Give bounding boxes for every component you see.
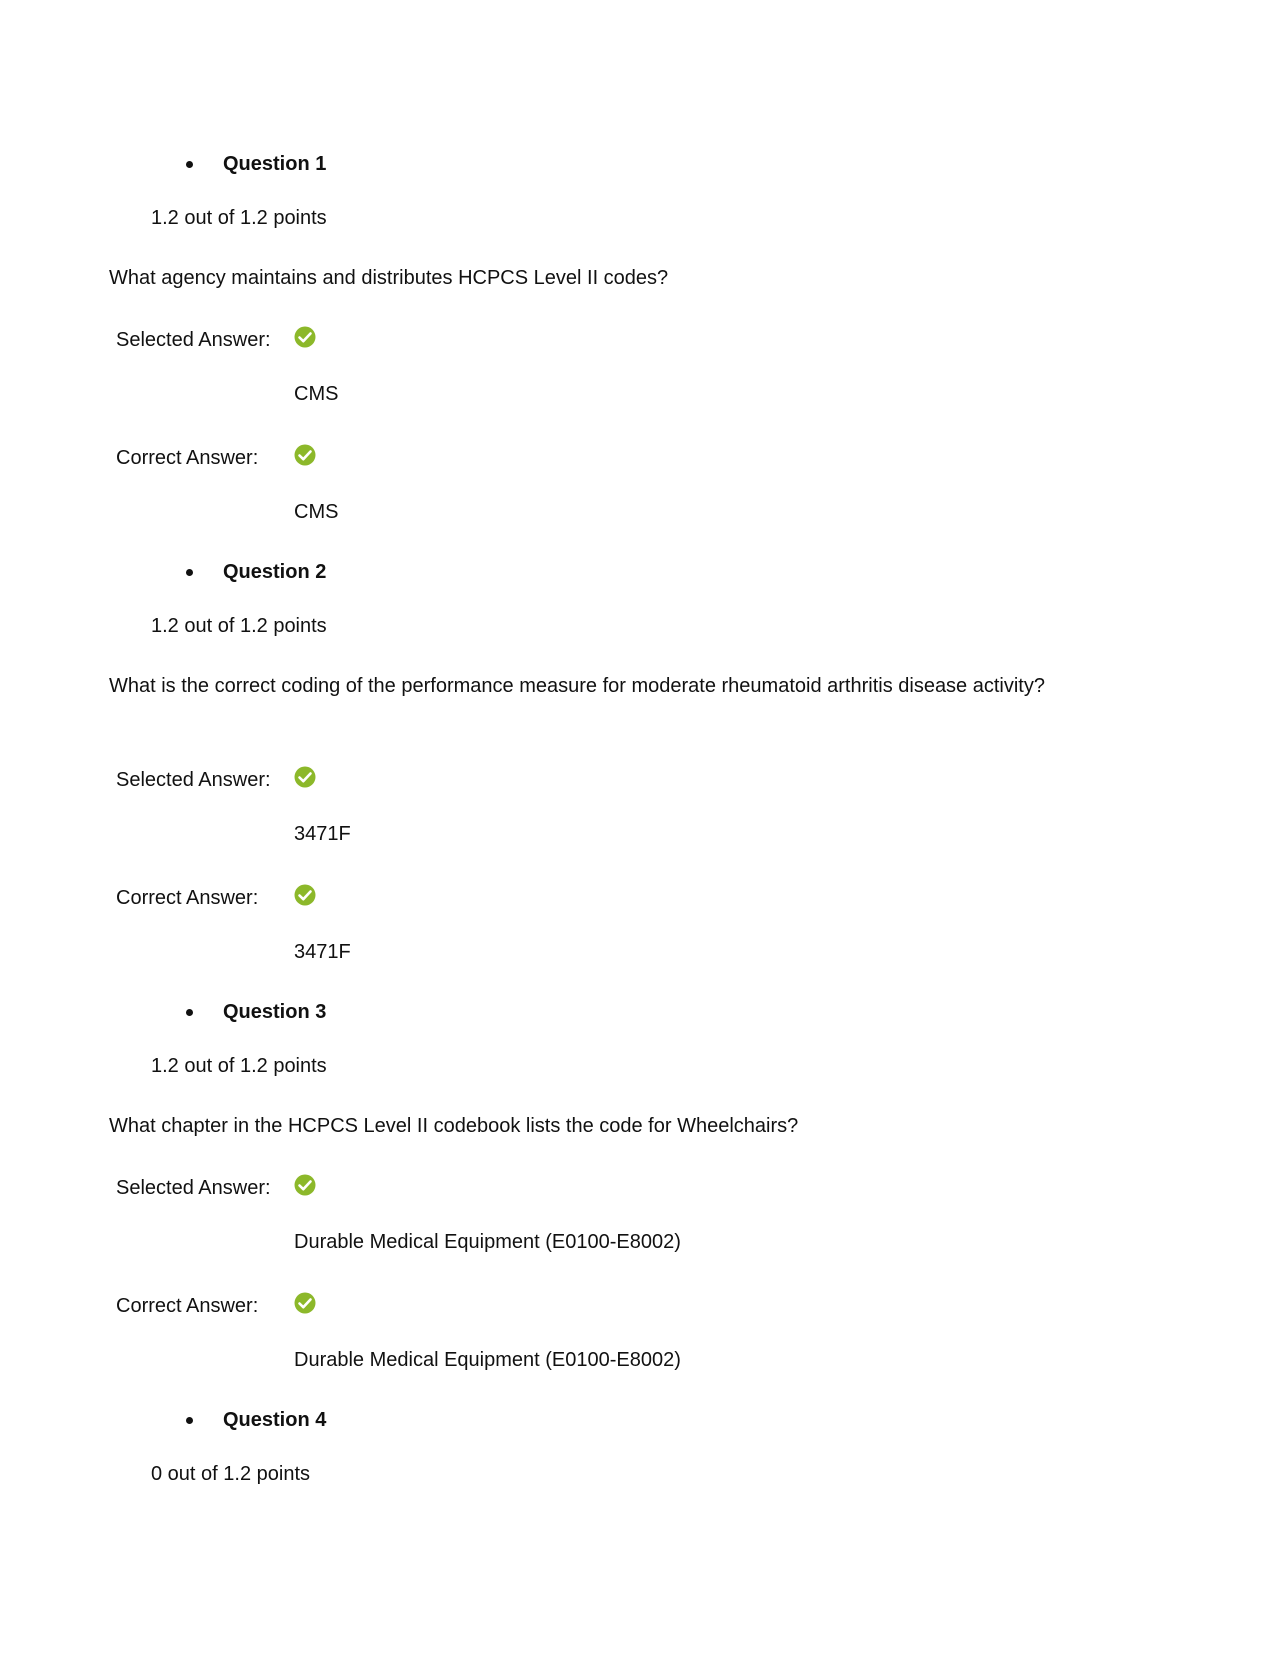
question-points: 1.2 out of 1.2 points: [151, 1055, 327, 1077]
check-circle-icon: [294, 766, 316, 788]
question-header: [186, 558, 326, 586]
question-title: Question 3: [223, 1000, 327, 1023]
question-title: Question 2: [223, 560, 327, 583]
selected-answer-label: Selected Answer:: [116, 769, 271, 791]
check-circle-icon: [294, 1174, 316, 1196]
correct-answer-value: Durable Medical Equipment (E0100-E8002): [294, 1349, 681, 1371]
correct-answer-value: CMS: [294, 501, 339, 523]
question-text: What chapter in the HCPCS Level II codebook lists the code for Wheelchairs?: [109, 1115, 799, 1137]
check-circle-icon: [294, 444, 316, 466]
bullet-icon: [186, 569, 193, 576]
selected-answer-label: Selected Answer:: [116, 329, 271, 351]
correct-answer-label: Correct Answer:: [116, 447, 259, 469]
correct-answer-label: Correct Answer:: [116, 1295, 259, 1317]
question-points: 1.2 out of 1.2 points: [151, 615, 327, 637]
question-header: [186, 998, 326, 1026]
bullet-icon: [186, 161, 193, 168]
question-text: What agency maintains and distributes HCPCS Level II codes?: [109, 267, 669, 289]
bullet-icon: [186, 1009, 193, 1016]
selected-answer-label: Selected Answer:: [116, 1177, 271, 1199]
question-points: 1.2 out of 1.2 points: [151, 207, 327, 229]
correct-answer-value: 3471F: [294, 941, 351, 963]
selected-answer-value: CMS: [294, 383, 339, 405]
question-text: What is the correct coding of the performance measure for moderate rheumatoid arthritis disease activity?: [109, 675, 1045, 697]
selected-answer-value: Durable Medical Equipment (E0100-E8002): [294, 1231, 681, 1253]
selected-answer-value: 3471F: [294, 823, 351, 845]
correct-answer-label: Correct Answer:: [116, 887, 259, 909]
question-points: 0 out of 1.2 points: [151, 1463, 311, 1485]
question-title: Question 1: [223, 152, 327, 175]
check-circle-icon: [294, 884, 316, 906]
question-header: [186, 150, 326, 178]
bullet-icon: [186, 1417, 193, 1424]
check-circle-icon: [294, 1292, 316, 1314]
question-header: [186, 1406, 326, 1434]
question-title: Question 4: [223, 1408, 327, 1431]
check-circle-icon: [294, 326, 316, 348]
